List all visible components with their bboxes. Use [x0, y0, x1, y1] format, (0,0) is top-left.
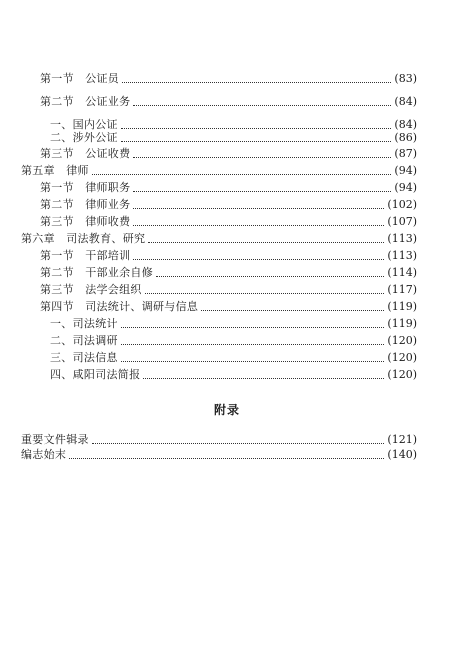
toc-entry-label: 一、国内公证 — [50, 118, 118, 131]
toc-entry-page: (87) — [394, 147, 417, 160]
toc-entry-subsection — [50, 366, 417, 382]
toc-entry-page: (119) — [387, 317, 417, 330]
toc-entry-page: (94) — [394, 164, 417, 177]
toc-entry-subsection — [50, 349, 417, 365]
dot-leader — [92, 443, 385, 444]
toc-entry-section — [40, 145, 417, 161]
appendix-heading: 附录 — [213, 403, 240, 417]
toc-entry-label: 第一节 干部培训 — [40, 249, 131, 262]
toc-entry-section — [40, 213, 417, 229]
toc-entry-label: 四、咸阳司法简报 — [50, 368, 141, 381]
dot-leader — [92, 174, 392, 175]
toc-entry-label: 第二节 公证业务 — [40, 95, 131, 108]
toc-entry-label: 第三节 公证收费 — [40, 147, 131, 160]
toc-entry-page: (86) — [394, 131, 417, 144]
dot-leader — [121, 327, 385, 328]
dot-leader — [122, 82, 391, 83]
toc-entry-section — [40, 93, 417, 109]
toc-entry-label: 第一节 律师职务 — [40, 181, 131, 194]
dot-leader — [133, 157, 391, 158]
toc-entry-page: (102) — [387, 198, 417, 211]
toc-entry-label: 二、司法调研 — [50, 334, 118, 347]
toc-entry-section — [40, 70, 417, 86]
toc-entry-section — [40, 247, 417, 263]
dot-leader — [133, 191, 391, 192]
dot-leader — [201, 310, 384, 311]
toc-entry-subsection — [50, 315, 417, 331]
toc-entry-page: (114) — [387, 266, 417, 279]
toc-entry-page: (113) — [387, 249, 417, 262]
toc-entry-label: 第四节 司法统计、调研与信息 — [40, 300, 199, 313]
toc-entry-page: (119) — [387, 300, 417, 313]
toc-entry-page: (94) — [394, 181, 417, 194]
dot-leader — [69, 458, 384, 459]
toc-entry-label: 第三节 律师收费 — [40, 215, 131, 228]
toc-entry-chapter — [21, 162, 417, 178]
dot-leader — [133, 105, 391, 106]
toc-entry-page: (84) — [394, 95, 417, 108]
dot-leader — [133, 208, 384, 209]
toc-entry-section — [40, 298, 417, 314]
toc-entry-page: (84) — [394, 118, 417, 131]
toc-entry-page: (120) — [387, 368, 417, 381]
dot-leader — [148, 242, 384, 243]
toc-entry-label: 第二节 律师业务 — [40, 198, 131, 211]
toc-entry-section — [40, 264, 417, 280]
toc-entry-appendix — [21, 446, 417, 462]
toc-entry-page: (121) — [387, 433, 417, 446]
dot-leader — [121, 361, 385, 362]
toc-entry-page: (113) — [387, 232, 417, 245]
toc-entry-subsection — [50, 129, 417, 145]
dot-leader — [121, 141, 392, 142]
toc-entry-appendix — [21, 431, 417, 447]
toc-entry-page: (117) — [387, 283, 417, 296]
toc-entry-page: (83) — [394, 72, 417, 85]
toc-entry-label: 一、司法统计 — [50, 317, 118, 330]
dot-leader — [156, 276, 384, 277]
dot-leader — [145, 293, 385, 294]
toc-entry-page: (107) — [387, 215, 417, 228]
toc-entry-page: (140) — [387, 448, 417, 461]
toc-entry-label: 编志始末 — [21, 448, 67, 461]
toc-entry-label: 第一节 公证员 — [40, 72, 120, 85]
toc-entry-label: 第六章 司法教育、研究 — [21, 232, 146, 245]
toc-entry-label: 三、司法信息 — [50, 351, 118, 364]
toc-entry-label: 重要文件辑录 — [21, 433, 89, 446]
toc-entry-label: 二、涉外公证 — [50, 131, 118, 144]
toc-entry-label: 第五章 律师 — [21, 164, 89, 177]
dot-leader — [121, 344, 385, 345]
toc-entry-chapter — [21, 230, 417, 246]
toc-entry-label: 第二节 干部业余自修 — [40, 266, 153, 279]
toc-entry-section — [40, 179, 417, 195]
dot-leader — [143, 378, 384, 379]
toc-entry-label: 第三节 法学会组织 — [40, 283, 142, 296]
toc-entry-subsection — [50, 332, 417, 348]
dot-leader — [133, 259, 384, 260]
toc-entry-section — [40, 196, 417, 212]
toc-entry-page: (120) — [387, 351, 417, 364]
dot-leader — [133, 225, 384, 226]
toc-entry-section — [40, 281, 417, 297]
toc-entry-page: (120) — [387, 334, 417, 347]
